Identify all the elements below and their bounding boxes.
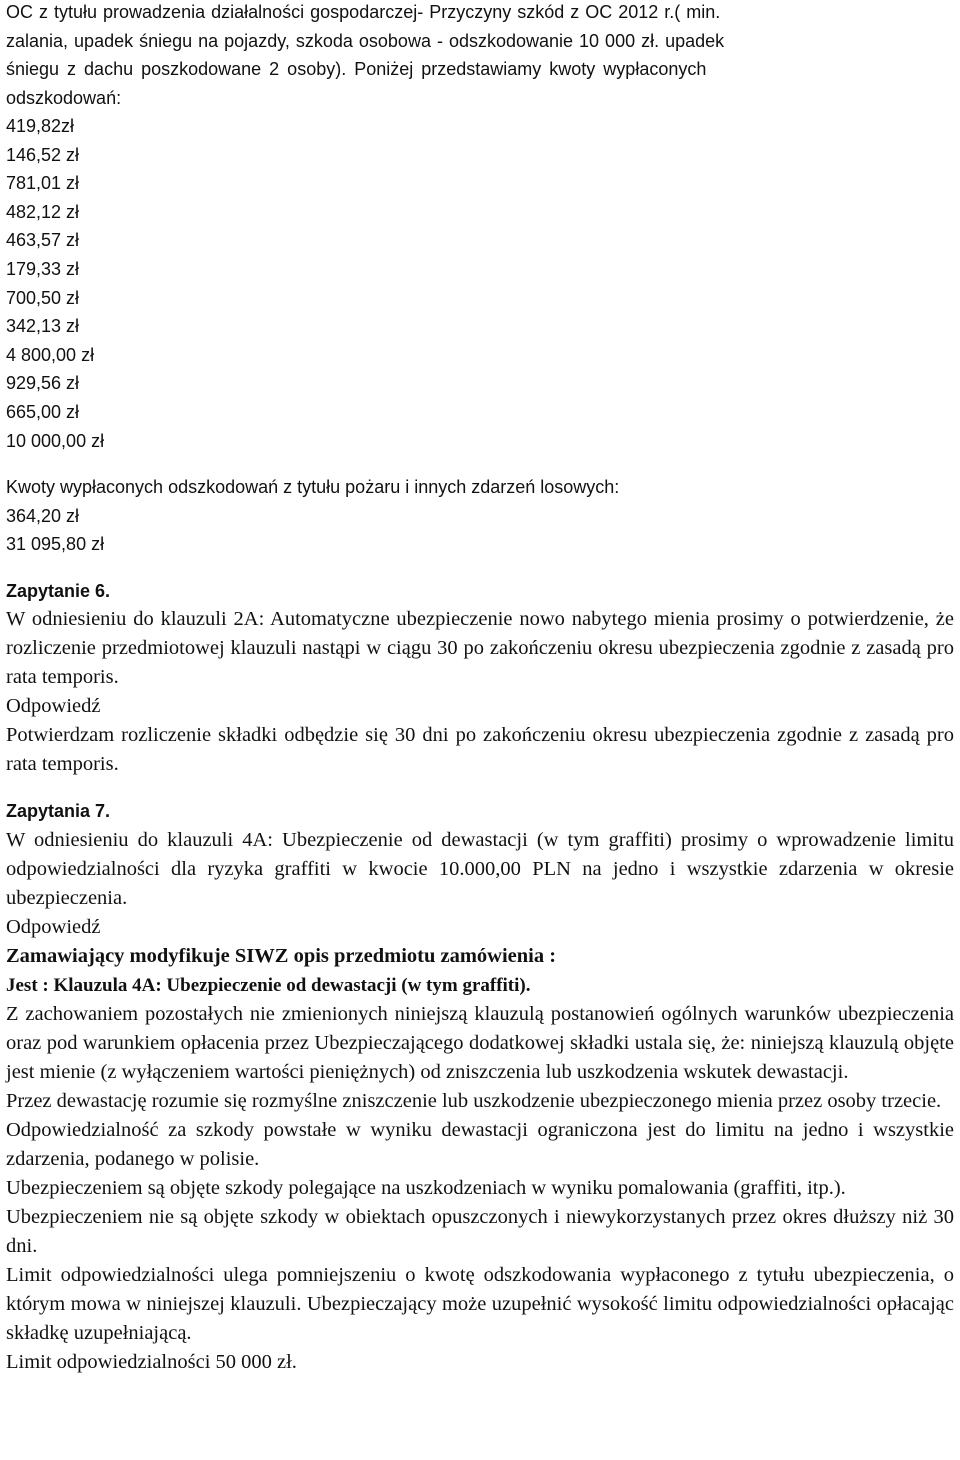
question-7-text: W odniesieniu do klauzuli 4A: Ubezpieczenie od dewastacji (w tym graffiti) prosimy o wprowadzenie limitu odpowiedzialności dla ryzyka graffiti w kwocie 10.000,00 PLN na jedno i wszystkie zdarzenia w okresie ubezpieczenia. xyxy=(6,828,954,909)
clause-paragraph: Przez dewastację rozumie się rozmyślne zniszczenie lub uszkodzenie ubezpieczonego mienia przez osoby trzecie. xyxy=(6,1089,942,1112)
fire-heading: Kwoty wypłaconych odszkodowań z tytułu pożaru i innych zdarzeń losowych: xyxy=(6,477,620,498)
clause-paragraph: Ubezpieczeniem są objęte szkody polegające na uszkodzeniach w wyniku pomalowania (graffiti, itp.). xyxy=(6,1176,846,1199)
answer-6-text: Potwierdzam rozliczenie składki odbędzie się 30 dni po zakończeniu okresu ubezpieczenia zgodnie z zasadą pro rata temporis. xyxy=(6,724,954,776)
amount-item: 781,01 zł xyxy=(6,173,80,194)
amount-item: 179,33 zł xyxy=(6,258,80,279)
fire-section xyxy=(6,473,954,559)
clause-paragraph: Limit odpowiedzialności ulega pomniejszeniu o kwotę odszkodowania wypłaconego z tytułu ubezpieczenia, o którym mowa w niniejszej klauzuli. Ubezpieczający może uzupełnić wysokość limitu odpowiedzialności opłacając składkę uzupełniającą. xyxy=(6,1263,954,1344)
amount-item: 31 095,80 zł xyxy=(6,534,105,555)
clause-paragraph: Odpowiedzialność za szkody powstałe w wyniku dewastacji ograniczona jest do limitu na jedno i wszystkie zdarzenia, podanego w polisie. xyxy=(6,1118,954,1170)
question-6-title: Zapytanie 6. xyxy=(6,580,111,601)
intro-section xyxy=(6,0,954,112)
intro-line: odszkodowań: xyxy=(6,87,122,108)
intro-line: zalania, upadek śniegu na pojazdy, szkoda osobowa - odszkodowanie 10 000 zł. upadek xyxy=(6,30,725,51)
clause-paragraph: Z zachowaniem pozostałych nie zmienionych niniejszą klauzulą postanowień ogólnych warunków ubezpieczenia oraz pod warunkiem opłacenia przez Ubezpieczającego dodatkowej składki ustala się, że: niniejszą klauzulą objęte jest mienie (z wyłączeniem wartości pieniężnych) od zniszczenia lub uszkodzenia wskutek dewastacji. xyxy=(6,1002,954,1083)
spacer xyxy=(6,559,954,577)
amount-item: 419,82zł xyxy=(6,116,75,136)
amount-item: 364,20 zł xyxy=(6,505,80,526)
spacer xyxy=(6,779,954,797)
intro-line: OC z tytułu prowadzenia działalności gospodarczej- Przyczyny szkód z OC 2012 r.( min. xyxy=(6,2,721,22)
answer-label: Odpowiedź xyxy=(6,695,101,718)
amount-item: 342,13 zł xyxy=(6,316,80,337)
amount-item: 665,00 zł xyxy=(6,401,80,422)
question-7-title: Zapytania 7. xyxy=(6,801,111,822)
amount-item: 482,12 zł xyxy=(6,201,80,222)
amount-item: 929,56 zł xyxy=(6,373,80,394)
question-6-section xyxy=(6,577,954,780)
amounts-list xyxy=(6,112,954,455)
amount-item: 4 800,00 zł xyxy=(6,344,95,365)
amount-item: 10 000,00 zł xyxy=(6,430,105,451)
answer-label: Odpowiedź xyxy=(6,915,101,938)
amount-item: 463,57 zł xyxy=(6,230,80,251)
spacer xyxy=(6,455,954,473)
clause-paragraph: Ubezpieczeniem nie są objęte szkody w obiektach opuszczonych i niewykorzystanych przez okres dłuższy niż 30 dni. xyxy=(6,1205,954,1257)
question-7-section xyxy=(6,797,954,1377)
question-6-text: W odniesieniu do klauzuli 2A: Automatyczne ubezpieczenie nowo nabytego mienia prosimy o potwierdzenie, że rozliczenie przedmiotowej klauzuli nastąpi w ciągu 30 po zakończeniu okresu ubezpieczenia zgodnie z zasadą pro rata temporis. xyxy=(6,608,954,689)
clause-heading: Jest : Klauzula 4A: Ubezpieczenie od dewastacji (w tym graffiti). xyxy=(6,974,531,996)
modification-heading: Zamawiający modyfikuje SIWZ opis przedmiotu zamówienia : xyxy=(6,944,557,967)
intro-line: śniegu z dachu poszkodowane 2 osoby). Poniżej przedstawiamy kwoty wypłaconych xyxy=(6,59,707,79)
limit-line: Limit odpowiedzialności 50 000 zł. xyxy=(6,1350,297,1373)
amount-item: 700,50 zł xyxy=(6,287,80,308)
amount-item: 146,52 zł xyxy=(6,144,80,165)
